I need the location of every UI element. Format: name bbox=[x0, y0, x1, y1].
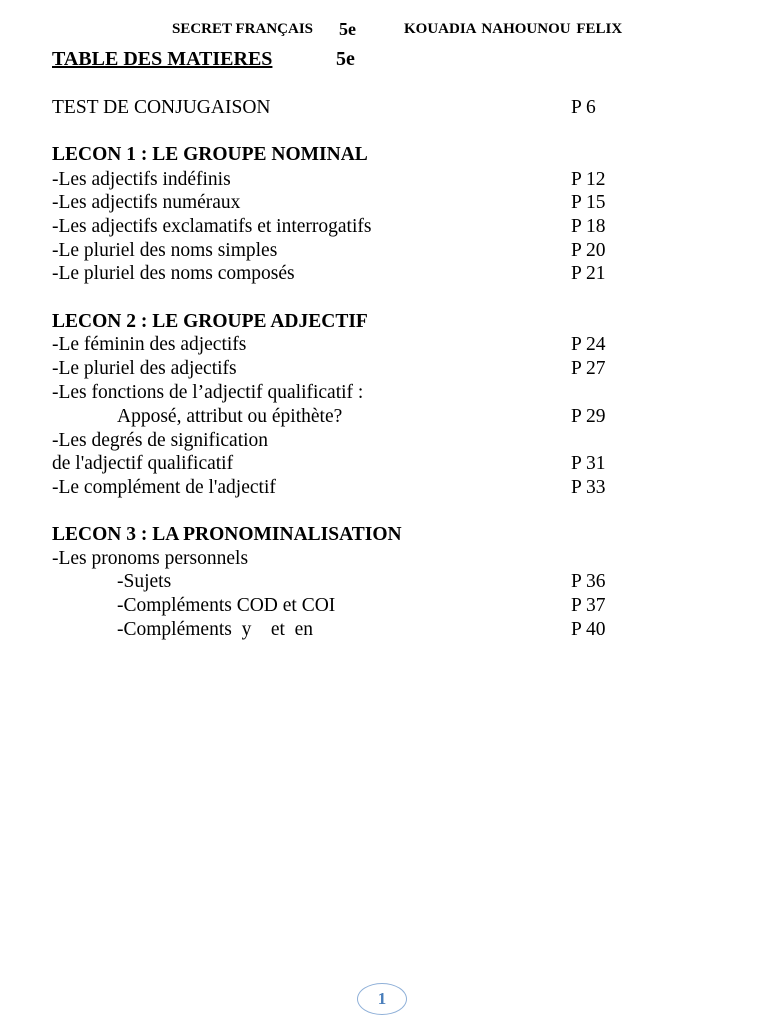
toc-entry bbox=[52, 262, 692, 286]
toc-title-grade: 5e bbox=[336, 48, 355, 70]
toc-entry bbox=[52, 191, 692, 215]
toc-entry-text: -Les fonctions de l’adjectif qualificatif : bbox=[52, 382, 364, 403]
toc-entry-test-conjugaison bbox=[52, 96, 692, 120]
toc-title-text: TABLE DES MATIERES bbox=[52, 48, 273, 70]
toc-entry-text: -Le pluriel des noms composés bbox=[52, 263, 295, 284]
toc-entry bbox=[52, 452, 692, 476]
toc-entry-text: -Le pluriel des adjectifs bbox=[52, 358, 237, 379]
toc-entry-page: P 6 bbox=[571, 97, 596, 118]
toc-heading-lecon-1 bbox=[52, 143, 692, 167]
toc-entry-page: P 24 bbox=[571, 334, 606, 355]
toc-entry-text: -Le complément de l'adjectif bbox=[52, 477, 276, 498]
toc-entry-text: -Les adjectifs exclamatifs et interrogatifs bbox=[52, 216, 372, 237]
toc-heading-text: LECON 3 : LA PRONOMINALISATION bbox=[52, 524, 402, 545]
toc-heading-lecon-2 bbox=[52, 310, 692, 334]
toc-entry bbox=[52, 547, 692, 571]
toc-heading-text: LECON 1 : LE GROUPE NOMINAL bbox=[52, 144, 368, 165]
toc-title bbox=[52, 48, 355, 71]
toc-entry-text: -Compléments y et en bbox=[117, 619, 314, 640]
header-book-title: SECRET FRANÇAIS bbox=[172, 21, 314, 37]
header-grade: 5e bbox=[339, 19, 356, 39]
toc-entry-text: -Compléments COD et COI bbox=[117, 595, 336, 616]
toc-entry-text: -Les pronoms personnels bbox=[52, 548, 249, 569]
toc-entry-page: P 21 bbox=[571, 263, 606, 284]
toc-entry-page: P 40 bbox=[571, 619, 606, 640]
toc-heading-lecon-3 bbox=[52, 523, 692, 547]
toc-entry bbox=[52, 168, 692, 192]
toc-entry-text: -Sujets bbox=[117, 571, 172, 592]
toc-entry-page: P 12 bbox=[571, 169, 606, 190]
toc-subentry bbox=[52, 618, 692, 642]
toc-entry-text: -Les degrés de signification bbox=[52, 430, 269, 451]
toc-heading-text: LECON 2 : LE GROUPE ADJECTIF bbox=[52, 311, 368, 332]
toc-entry-text: -Les adjectifs indéfinis bbox=[52, 169, 231, 190]
toc-entry-page: P 27 bbox=[571, 358, 606, 379]
toc-entry-text: -Le pluriel des noms simples bbox=[52, 240, 278, 261]
toc-subentry bbox=[52, 570, 692, 594]
toc-entry bbox=[52, 476, 692, 500]
toc-entry-page: P 29 bbox=[571, 406, 606, 427]
header-author: KOUADIA NAHOUNOU FELIX bbox=[404, 21, 623, 37]
toc-entry-text: -Le féminin des adjectifs bbox=[52, 334, 247, 355]
toc-subentry bbox=[52, 594, 692, 618]
toc-entry-page: P 36 bbox=[571, 571, 606, 592]
toc-entry-text: TEST DE CONJUGAISON bbox=[52, 97, 271, 118]
page-number-badge: 1 bbox=[357, 983, 407, 1015]
toc-entry bbox=[52, 239, 692, 263]
toc-entry-page: P 20 bbox=[571, 240, 606, 261]
toc-entry-text: -Les adjectifs numéraux bbox=[52, 192, 241, 213]
toc-entry bbox=[52, 429, 692, 453]
toc-entry-text: de l'adjectif qualificatif bbox=[52, 453, 234, 474]
toc-entry bbox=[52, 215, 692, 239]
toc-entry bbox=[52, 357, 692, 381]
toc-entry-page: P 15 bbox=[571, 192, 606, 213]
toc-subentry bbox=[52, 405, 692, 429]
toc-entry bbox=[52, 381, 692, 405]
page-header bbox=[0, 19, 768, 41]
toc-entry-text: Apposé, attribut ou épithète? bbox=[117, 406, 343, 427]
toc-entry-page: P 37 bbox=[571, 595, 606, 616]
toc-entry-page: P 33 bbox=[571, 477, 606, 498]
toc-entry bbox=[52, 333, 692, 357]
toc-entry-page: P 18 bbox=[571, 216, 606, 237]
toc-entry-page: P 31 bbox=[571, 453, 606, 474]
